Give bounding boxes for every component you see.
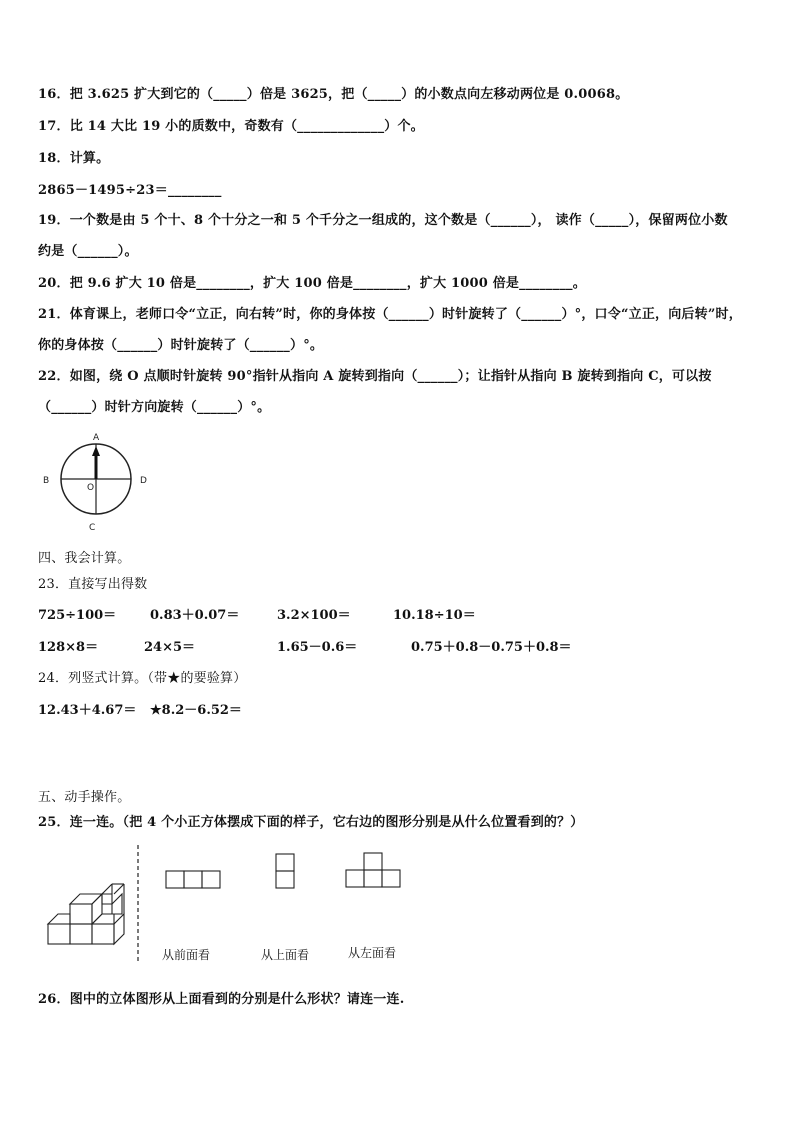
isometric-cubes	[48, 884, 124, 944]
calc23-item: 1.65－0.6＝	[277, 640, 358, 655]
clock-label-d: D	[140, 476, 147, 486]
question-24: 24．列竖式计算。（带★的要验算）	[38, 671, 247, 686]
clock-diagram	[38, 428, 158, 538]
clock-label-c: C	[89, 523, 96, 533]
calc24-item: 12.43＋4.67＝	[38, 703, 137, 718]
calc23-item: 3.2×100＝	[277, 608, 351, 623]
question-22-line2: （______）时针方向旋转（______）°。	[38, 400, 271, 415]
calc23-item: 0.83＋0.07＝	[150, 608, 240, 623]
clock-label-a: A	[93, 433, 100, 443]
calc23-item: 128×8＝	[38, 640, 99, 655]
top-view-shape	[276, 854, 294, 888]
left-view-shape	[346, 853, 400, 887]
question-19-line1: 19．一个数是由 5 个十、8 个十分之一和 5 个千分之一组成的，这个数是（______）， 读作（_____），保留两位小数	[38, 213, 728, 228]
question-19-line2: 约是（______）。	[38, 244, 138, 259]
question-21-line2: 你的身体按（______）时针旋转了（______）°。	[38, 338, 324, 353]
question-16: 16．把 3.625 扩大到它的（_____）倍是 3625，把（_____）的小数点向左移动两位是 0.0068。	[38, 87, 629, 102]
calc23-item: 24×5＝	[144, 640, 196, 655]
caption-front-view: 从前面看	[162, 948, 211, 962]
calc23-item: 0.75＋0.8－0.75＋0.8＝	[411, 640, 572, 655]
question-18-expression: 2865－1495÷23＝________	[38, 183, 222, 198]
question-21-line1: 21．体育课上，老师口令“立正，向右转”时，你的身体按（______）时针旋转了（______）°，口令“立正，向后转”时，	[38, 307, 742, 322]
caption-top-view: 从上面看	[261, 948, 310, 962]
clock-pointer-arrowhead	[92, 446, 100, 456]
calc24-item: ★8.2－6.52＝	[150, 703, 242, 718]
calc23-item: 10.18÷10＝	[393, 608, 476, 623]
question-18: 18．计算。	[38, 151, 110, 166]
caption-left-view: 从左面看	[348, 946, 397, 960]
question-26: 26．图中的立体图形从上面看到的分别是什么形状？请连一连.	[38, 992, 405, 1007]
clock-label-o: O	[87, 483, 95, 493]
question-17: 17．比 14 大比 19 小的质数中，奇数有（_____________）个。	[38, 119, 424, 134]
question-20: 20．把 9.6 扩大 10 倍是________，扩大 100 倍是________，扩大 1000 倍是________。	[38, 276, 586, 291]
front-view-shape	[166, 871, 220, 888]
clock-label-b: B	[43, 476, 50, 486]
calc23-item: 725÷100＝	[38, 608, 117, 623]
section-5-heading: 五、动手操作。	[38, 790, 131, 805]
question-23: 23．直接写出得数	[38, 577, 148, 592]
section-4-heading: 四、我会计算。	[38, 551, 131, 566]
question-25: 25．连一连。（把 4 个小正方体摆成下面的样子，它右边的图形分别是从什么位置看到的？）	[38, 815, 584, 830]
question-22-line1: 22．如图，绕 O 点顺时针旋转 90°指针从指向 A 旋转到指向（______）；让指针从指向 B 旋转到指向 C，可以按	[38, 369, 712, 384]
